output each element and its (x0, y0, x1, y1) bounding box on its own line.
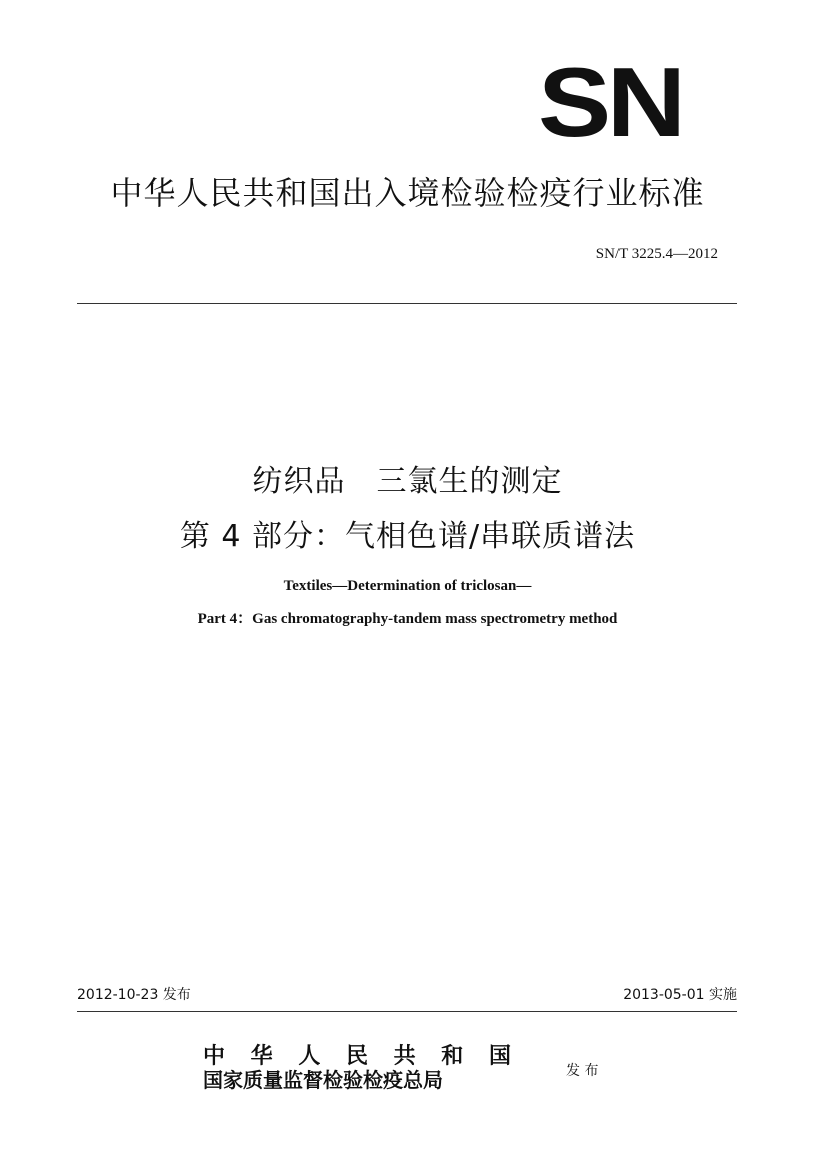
header-divider (77, 303, 737, 304)
footer-divider (77, 1011, 737, 1012)
issuer-name-line-2: 国家质量监督检验检疫总局 (203, 1068, 443, 1092)
issuer-name-line-1: 中 华 人 民 共 和 国 (203, 1043, 520, 1069)
sn-logo (538, 47, 698, 157)
issue-date: 2012-10-23 发布 (77, 987, 191, 1003)
chinese-title-line-1: 纺织品 三氯生的测定 (252, 464, 563, 499)
implementation-date: 2013-05-01 实施 (623, 987, 737, 1003)
sn-logo-text: SN (538, 47, 682, 157)
issue-label: 发 布 (566, 1063, 599, 1079)
english-title-line-1: Textiles—Determination of triclosan— (283, 578, 532, 594)
chinese-title-line-2: 第 4 部分：气相色谱/串联质谱法 (179, 519, 636, 554)
english-title-line-2: Part 4：Gas chromatography-tandem mass spectrometry method (197, 611, 618, 627)
standard-category-heading: 中华人民共和国出入境检验检疫行业标准 (110, 174, 705, 212)
standard-code: SN/T 3225.4—2012 (595, 246, 718, 262)
